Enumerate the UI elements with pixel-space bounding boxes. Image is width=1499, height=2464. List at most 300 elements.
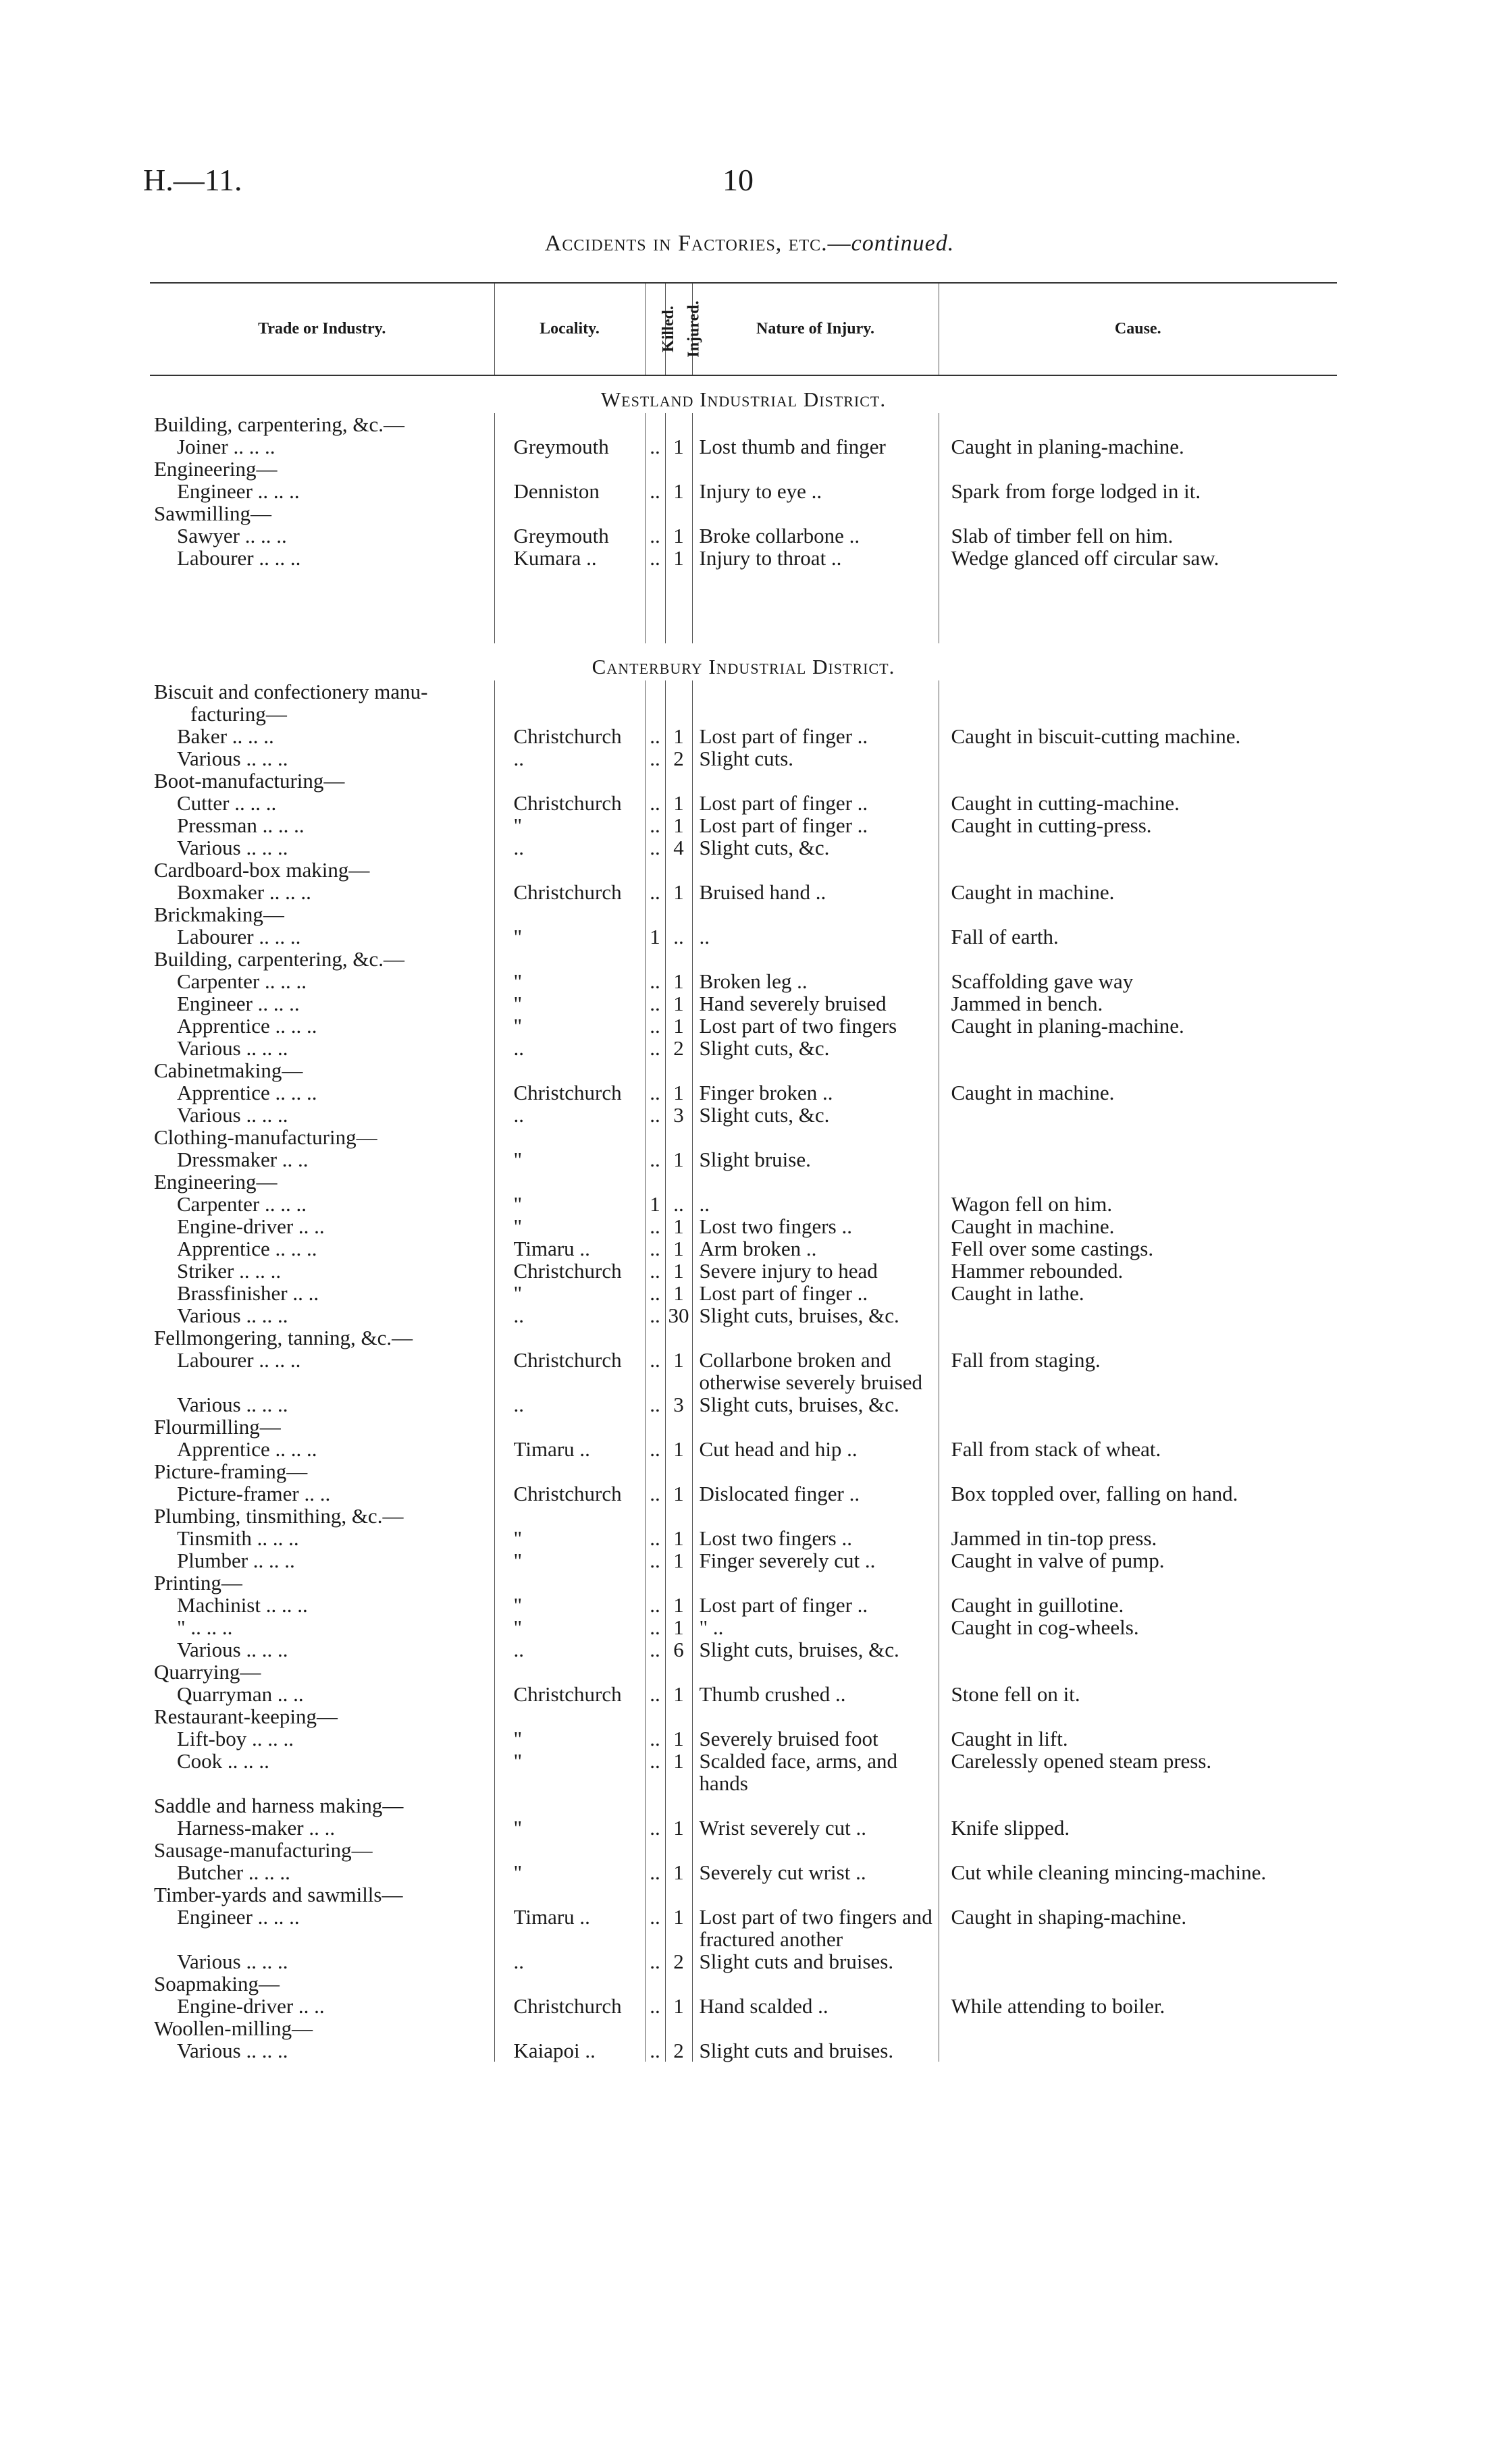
nature-cell: Slight cuts, &c. [692,836,939,859]
cause-cell: While attending to boiler. [951,1994,1165,2018]
nature-cell [692,1661,939,1683]
nature-cell: Broken leg .. [692,970,939,992]
injured-cell: 1 [665,1861,692,1883]
killed-cell [645,859,665,881]
cause-cell [939,413,1337,435]
locality-cell: Greymouth [494,435,645,458]
cause-cell: Caught in guillotine. [951,1593,1124,1617]
cause-cell [939,1304,1337,1327]
cause-cell: Caught in machine. [951,880,1115,904]
trade-cell: Various .. .. .. [150,1393,494,1416]
killed-cell: .. [645,1750,665,1794]
cause-cell: Stone fell on it. [951,1682,1080,1706]
nature-cell [692,703,939,725]
injured-cell [665,903,692,926]
table-row [150,1906,1337,1950]
trade-cell: Various .. .. .. [150,1304,494,1327]
trade-cell: Engineering— [150,1171,494,1193]
killed-cell [645,1327,665,1349]
trade-cell: Brassfinisher .. .. [150,1282,494,1304]
killed-cell: .. [645,1817,665,1839]
nature-cell: Slight cuts, &c. [692,1037,939,1059]
table-row [150,926,1337,948]
cause-cell: Jammed in tin-top press. [951,1526,1157,1550]
locality-cell: .. [494,1393,645,1416]
killed-cell: .. [645,725,665,747]
killed-cell: .. [645,1594,665,1616]
killed-cell [645,502,665,525]
injured-cell [665,1794,692,1817]
injured-cell: 1 [665,435,692,458]
trade-cell: Baker .. .. .. [150,725,494,747]
cause-cell: Wagon fell on him. [951,1192,1113,1216]
locality-cell [494,1327,645,1349]
accidents-table [150,282,1337,2062]
trade-category-row [150,770,1337,792]
district-heading-westland [150,375,1337,413]
trade-cell: Quarryman .. .. [150,1683,494,1705]
killed-cell: 1 [645,926,665,948]
killed-cell: .. [645,1349,665,1393]
killed-cell: .. [645,1527,665,1549]
table-row [150,1215,1337,1237]
locality-cell: .. [494,1638,645,1661]
cause-cell [939,747,1337,770]
trade-cell: Various .. .. .. [150,1037,494,1059]
injured-cell: .. [665,926,692,948]
nature-cell [692,1171,939,1193]
nature-cell: Slight cuts and bruises. [692,1950,939,1973]
trade-cell: Engineer .. .. .. [150,992,494,1015]
nature-cell: Bruised hand .. [692,881,939,903]
trade-cell: Various .. .. .. [150,836,494,859]
cause-cell [939,1883,1337,1906]
cause-cell [939,1148,1337,1171]
locality-cell: " [494,1148,645,1171]
cause-cell [939,836,1337,859]
cause-cell [939,1327,1337,1349]
locality-cell [494,1973,645,1995]
trade-cell: Cutter .. .. .. [150,792,494,814]
trade-cell: Flourmilling— [150,1416,494,1438]
table-row [150,725,1337,747]
locality-cell: .. [494,1950,645,1973]
injured-cell: 6 [665,1638,692,1661]
locality-cell: Christchurch [494,1260,645,1282]
killed-cell [645,903,665,926]
cause-cell [939,1059,1337,1081]
trade-cell: facturing— [150,703,494,725]
cause-cell: Wedge glanced off circular saw. [951,546,1219,570]
col-header-killed [645,283,677,375]
killed-cell [645,770,665,792]
nature-cell: " .. [692,1616,939,1638]
killed-cell [645,1460,665,1482]
locality-cell: Kaiapoi .. [494,2039,645,2062]
locality-cell: " [494,1549,645,1572]
killed-cell: 1 [645,1193,665,1215]
killed-cell: .. [645,1037,665,1059]
injured-cell [665,1505,692,1527]
nature-cell: Wrist severely cut .. [692,1817,939,1839]
table-row [150,1750,1337,1794]
cause-cell: Spark from forge lodged in it. [951,479,1201,503]
trade-category-row [150,903,1337,926]
killed-cell: .. [645,1728,665,1750]
trade-cell: " .. .. .. [150,1616,494,1638]
trade-cell: Brickmaking— [150,903,494,926]
cause-cell: Fall from staging. [951,1348,1101,1372]
table-row [150,1861,1337,1883]
table-row [150,525,1337,547]
killed-cell: .. [645,747,665,770]
table-row [150,1037,1337,1059]
trade-category-row [150,1661,1337,1683]
injured-cell: 1 [665,1438,692,1460]
nature-cell: Slight cuts. [692,747,939,770]
trade-cell: Woollen-milling— [150,2017,494,2039]
cause-cell [939,1104,1337,1126]
cause-cell [939,458,1337,480]
locality-cell: " [494,814,645,836]
locality-cell [494,1883,645,1906]
nature-cell [692,1416,939,1438]
locality-cell: Timaru .. [494,1438,645,1460]
page-title-text: Accidents in Factories, etc.— [544,231,851,256]
killed-cell: .. [645,1438,665,1460]
trade-cell: Picture-framer .. .. [150,1482,494,1505]
cause-cell [939,1126,1337,1148]
injured-cell [665,502,692,525]
locality-cell: Christchurch [494,725,645,747]
locality-cell [494,502,645,525]
section-gap [150,569,1337,643]
trade-cell: Picture-framing— [150,1460,494,1482]
injured-cell: 2 [665,1037,692,1059]
nature-cell: Cut head and hip .. [692,1438,939,1460]
nature-cell [692,1794,939,1817]
nature-cell: Injury to eye .. [692,480,939,502]
killed-cell: .. [645,480,665,502]
table-row [150,992,1337,1015]
trade-category-row [150,413,1337,435]
locality-cell: .. [494,1037,645,1059]
locality-cell: Christchurch [494,1995,645,2017]
table-row [150,1482,1337,1505]
nature-cell: Slight cuts and bruises. [692,2039,939,2062]
locality-cell [494,1572,645,1594]
table-row [150,1237,1337,1260]
killed-cell: .. [645,1015,665,1037]
nature-cell [692,1839,939,1861]
trade-cell: Apprentice .. .. .. [150,1438,494,1460]
locality-cell: " [494,1193,645,1215]
nature-cell: .. [692,926,939,948]
locality-cell [494,770,645,792]
nature-cell: Finger broken .. [692,1081,939,1104]
injured-cell: 2 [665,747,692,770]
col-header-killed-text: Killed. [659,306,677,352]
table-row [150,435,1337,458]
nature-cell: Lost two fingers .. [692,1527,939,1549]
nature-cell [692,1973,939,1995]
locality-cell: " [494,1616,645,1638]
cause-cell: Fell over some castings. [951,1237,1154,1260]
nature-cell: Thumb crushed .. [692,1683,939,1705]
table-row [150,1527,1337,1549]
nature-cell: .. [692,1193,939,1215]
page-title-continued: continued. [851,231,955,256]
killed-cell: .. [645,1282,665,1304]
cause-cell [939,1460,1337,1482]
nature-cell [692,458,939,480]
nature-cell: Lost part of finger .. [692,1282,939,1304]
table-row [150,1015,1337,1037]
cause-cell: Caught in lift. [951,1727,1068,1750]
injured-cell: 1 [665,1282,692,1304]
nature-cell: Slight cuts, &c. [692,1104,939,1126]
killed-cell: .. [645,1148,665,1171]
trade-category-row [150,1973,1337,1995]
killed-cell: .. [645,525,665,547]
nature-cell [692,1059,939,1081]
trade-category-row [150,1572,1337,1594]
trade-cell: Boxmaker .. .. .. [150,881,494,903]
trade-cell: Joiner .. .. .. [150,435,494,458]
killed-cell: .. [645,1616,665,1638]
locality-cell: " [494,1728,645,1750]
trade-category-row [150,1171,1337,1193]
locality-cell [494,903,645,926]
trade-cell: Cabinetmaking— [150,1059,494,1081]
injured-cell: 1 [665,992,692,1015]
nature-cell: Lost part of finger .. [692,1594,939,1616]
trade-cell: Various .. .. .. [150,1104,494,1126]
nature-cell: Dislocated finger .. [692,1482,939,1505]
nature-cell: Lost two fingers .. [692,1215,939,1237]
injured-cell [665,1171,692,1193]
trade-cell: Harness-maker .. .. [150,1817,494,1839]
injured-cell [665,1572,692,1594]
injured-cell: 1 [665,1728,692,1750]
injured-cell: 30 [665,1304,692,1327]
injured-cell [665,413,692,435]
cause-cell [939,1572,1337,1594]
locality-cell [494,413,645,435]
nature-cell [692,948,939,970]
trade-category-row [150,1126,1337,1148]
killed-cell: .. [645,1861,665,1883]
killed-cell [645,680,665,703]
table-row [150,1193,1337,1215]
trade-cell: Apprentice .. .. .. [150,1081,494,1104]
table-row [150,836,1337,859]
trade-cell: Biscuit and confectionery manu- [150,680,494,703]
col-header-nature: Nature of Injury. [692,283,939,375]
trade-category-row [150,703,1337,725]
nature-cell: Hand scalded .. [692,1995,939,2017]
table-row [150,1393,1337,1416]
injured-cell: 1 [665,725,692,747]
cause-cell: Caught in machine. [951,1081,1115,1104]
killed-cell: .. [645,547,665,569]
table-row [150,1549,1337,1572]
cause-cell [939,859,1337,881]
cause-cell [939,1661,1337,1683]
locality-cell [494,1505,645,1527]
cause-cell [939,1505,1337,1527]
cause-cell [939,2039,1337,2062]
cause-cell: Caught in lathe. [951,1281,1084,1305]
nature-cell: Slight cuts, bruises, &c. [692,1304,939,1327]
injured-cell: 1 [665,792,692,814]
killed-cell: .. [645,1683,665,1705]
table-row [150,1104,1337,1126]
cause-cell [939,948,1337,970]
cause-cell [939,1037,1337,1059]
injured-cell: 1 [665,525,692,547]
cause-cell [939,1171,1337,1193]
table-row [150,1616,1337,1638]
table-row [150,1304,1337,1327]
cause-cell: Jammed in bench. [951,992,1103,1015]
locality-cell: Christchurch [494,792,645,814]
table-row [150,1683,1337,1705]
cause-cell [939,1950,1337,1973]
trade-category-row [150,948,1337,970]
trade-cell: Various .. .. .. [150,1638,494,1661]
district-heading-canterbury [150,643,1337,680]
killed-cell [645,1171,665,1193]
killed-cell [645,1794,665,1817]
trade-category-row [150,458,1337,480]
locality-cell: " [494,926,645,948]
nature-cell [692,1883,939,1906]
table-row [150,970,1337,992]
injured-cell [665,703,692,725]
table-row [150,2039,1337,2062]
trade-cell: Apprentice .. .. .. [150,1237,494,1260]
trade-category-row [150,1839,1337,1861]
cause-cell: Fall from stack of wheat. [951,1437,1161,1461]
district-canterbury-title: Canterbury Industrial District. [591,655,895,678]
injured-cell [665,1327,692,1349]
injured-cell [665,1059,692,1081]
trade-cell: Soapmaking— [150,1973,494,1995]
cause-cell: Fall of earth. [951,925,1059,948]
injured-cell: 1 [665,881,692,903]
trade-cell: Timber-yards and sawmills— [150,1883,494,1906]
district-westland-title: Westland Industrial District. [600,387,887,411]
trade-category-row [150,1705,1337,1728]
killed-cell: .. [645,1104,665,1126]
trade-cell: Engine-driver .. .. [150,1995,494,2017]
locality-cell: Timaru .. [494,1237,645,1260]
trade-cell: Quarrying— [150,1661,494,1683]
killed-cell [645,458,665,480]
trade-cell: Sausage-manufacturing— [150,1839,494,1861]
col-header-locality: Locality. [494,283,645,375]
nature-cell: Collarbone broken and otherwise severely bruised [692,1349,939,1393]
trade-category-row [150,680,1337,703]
trade-cell: Fellmongering, tanning, &c.— [150,1327,494,1349]
trade-cell: Various .. .. .. [150,747,494,770]
injured-cell: 1 [665,1015,692,1037]
nature-cell: Lost thumb and finger [692,435,939,458]
trade-cell: Clothing-manufacturing— [150,1126,494,1148]
locality-cell: " [494,1594,645,1616]
trade-cell: Engineer .. .. .. [150,1906,494,1950]
locality-cell [494,1705,645,1728]
killed-cell [645,1705,665,1728]
cause-cell [939,1705,1337,1728]
cause-cell [939,1794,1337,1817]
locality-cell [494,458,645,480]
injured-cell [665,1460,692,1482]
trade-category-row [150,1327,1337,1349]
nature-cell: Lost part of finger .. [692,792,939,814]
injured-cell [665,458,692,480]
injured-cell [665,1661,692,1683]
cause-cell: Caught in planing-machine. [951,1014,1184,1038]
trade-cell: Various .. .. .. [150,1950,494,1973]
injured-cell: 1 [665,814,692,836]
nature-cell [692,502,939,525]
table-row [150,1995,1337,2017]
killed-cell [645,948,665,970]
col-header-trade: Trade or Industry. [150,283,494,375]
locality-cell: .. [494,1304,645,1327]
nature-cell: Injury to throat .. [692,547,939,569]
injured-cell: 1 [665,1995,692,2017]
trade-cell: Apprentice .. .. .. [150,1015,494,1037]
killed-cell: .. [645,1081,665,1104]
trade-category-row [150,2017,1337,2039]
locality-cell: " [494,1282,645,1304]
locality-cell: Christchurch [494,881,645,903]
killed-cell [645,1883,665,1906]
killed-cell: .. [645,970,665,992]
table-row [150,1594,1337,1616]
injured-cell [665,1883,692,1906]
locality-cell: .. [494,836,645,859]
table-row [150,1728,1337,1750]
trade-category-row [150,502,1337,525]
cause-cell: Box toppled over, falling on hand. [951,1482,1238,1505]
cause-cell [939,1839,1337,1861]
injured-cell [665,2017,692,2039]
table-row [150,1638,1337,1661]
cause-cell [939,1416,1337,1438]
locality-cell [494,1171,645,1193]
cause-cell: Hammer rebounded. [951,1259,1124,1283]
locality-cell: " [494,1861,645,1883]
trade-cell: Labourer .. .. .. [150,926,494,948]
trade-cell: Boot-manufacturing— [150,770,494,792]
cause-cell: Caught in cog-wheels. [951,1615,1139,1639]
locality-cell: Christchurch [494,1683,645,1705]
trade-cell: Engine-driver .. .. [150,1215,494,1237]
killed-cell: .. [645,881,665,903]
nature-cell: Finger severely cut .. [692,1549,939,1572]
nature-cell: Slight bruise. [692,1148,939,1171]
locality-cell: Christchurch [494,1482,645,1505]
killed-cell: .. [645,435,665,458]
trade-cell: Dressmaker .. .. [150,1148,494,1171]
nature-cell [692,1126,939,1148]
nature-cell: Arm broken .. [692,1237,939,1260]
trade-cell: Printing— [150,1572,494,1594]
